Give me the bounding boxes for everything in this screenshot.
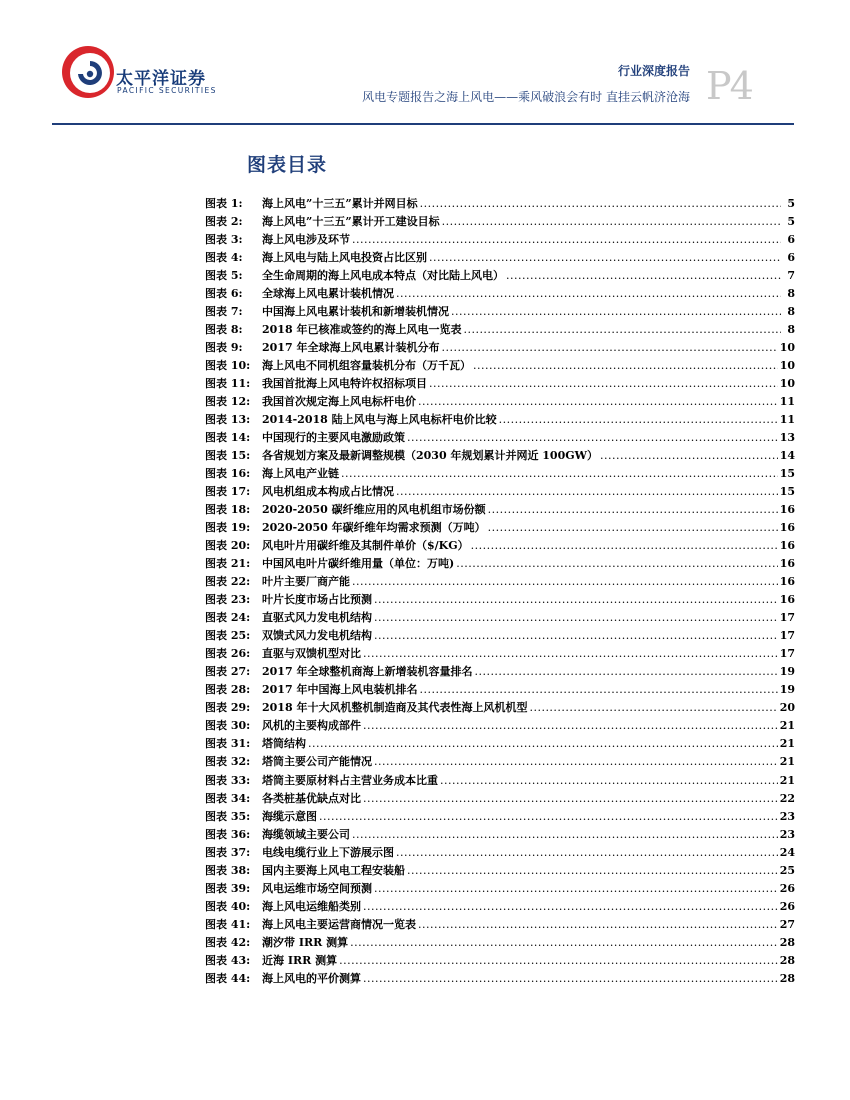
toc-entry[interactable] xyxy=(205,880,795,898)
toc-entry-page: 11 xyxy=(779,395,795,409)
toc-dot-leader xyxy=(429,251,781,264)
toc-entry-page: 5 xyxy=(787,215,795,229)
toc-entry[interactable] xyxy=(205,267,795,285)
toc-entry-page: 8 xyxy=(787,305,795,319)
toc-entry-page: 17 xyxy=(779,629,795,643)
toc-entry-label: 图表 44: xyxy=(205,971,251,985)
toc-entry-label: 图表 9: xyxy=(205,341,243,355)
toc-entry-title: 潮汐带 IRR 测算 xyxy=(262,935,349,949)
toc-dot-leader xyxy=(600,449,778,462)
toc-entry[interactable] xyxy=(205,537,795,555)
toc-entry-label: 图表 7: xyxy=(205,305,243,319)
toc-entry-label: 图表 27: xyxy=(205,665,251,679)
toc-dot-leader xyxy=(341,467,778,480)
toc-entry-label: 图表 17: xyxy=(205,485,251,499)
toc-dot-leader xyxy=(308,737,778,750)
toc-entry[interactable] xyxy=(205,411,795,429)
toc-entry-title: 2020-2050 碳纤维应用的风电机组市场份额 xyxy=(262,503,486,517)
toc-entry-label: 图表 14: xyxy=(205,431,251,445)
toc-dot-leader xyxy=(440,774,778,787)
toc-dot-leader xyxy=(473,359,778,372)
toc-dot-leader xyxy=(363,900,778,913)
toc-entry-title: 我国首批海上风电特许权招标项目 xyxy=(262,377,427,391)
toc-dot-leader xyxy=(488,503,778,516)
toc-entry-label: 图表 22: xyxy=(205,575,251,589)
toc-entry[interactable] xyxy=(205,916,795,934)
toc-dot-leader xyxy=(420,197,781,210)
toc-entry-page: 21 xyxy=(779,755,795,769)
toc-entry-label: 图表 15: xyxy=(205,449,251,463)
toc-entry-page: 20 xyxy=(779,701,795,715)
toc-entry[interactable] xyxy=(205,609,795,627)
toc-dot-leader xyxy=(407,431,778,444)
toc-dot-leader xyxy=(374,611,778,624)
toc-entry-page: 25 xyxy=(779,863,795,877)
toc-dot-leader xyxy=(407,864,778,877)
toc-dot-leader xyxy=(441,341,777,354)
toc-entry-page: 6 xyxy=(787,233,795,247)
toc-entry-page: 10 xyxy=(779,341,795,355)
toc-entry-page: 24 xyxy=(779,845,795,859)
toc-entry-title: 全生命周期的海上风电成本特点（对比陆上风电） xyxy=(262,269,504,283)
toc-entry-label: 图表 28: xyxy=(205,683,251,697)
toc-dot-leader xyxy=(374,755,778,768)
toc-entry-title: 海缆示意图 xyxy=(262,809,317,823)
toc-entry-label: 图表 12: xyxy=(205,395,251,409)
toc-dot-leader xyxy=(488,521,778,534)
toc-dot-leader xyxy=(363,972,778,985)
report-subtitle: 风电专题报告之海上风电——乘风破浪会有时 直挂云帆济沧海 xyxy=(362,90,690,104)
toc-entry-page: 28 xyxy=(779,971,795,985)
toc-title: 图表目录 xyxy=(247,154,328,176)
toc-entry[interactable] xyxy=(205,826,795,844)
toc-dot-leader xyxy=(374,629,778,642)
toc-entry[interactable] xyxy=(205,970,795,988)
toc-entry[interactable] xyxy=(205,772,795,790)
toc-entry[interactable] xyxy=(205,375,795,393)
figure-index-list xyxy=(205,195,795,988)
toc-entry-title: 各类桩基优缺点对比 xyxy=(262,791,361,805)
toc-entry-title: 双馈式风力发电机结构 xyxy=(262,629,372,643)
toc-entry-page: 17 xyxy=(779,611,795,625)
toc-entry[interactable] xyxy=(205,357,795,375)
header-divider xyxy=(52,123,794,125)
toc-entry-page: 21 xyxy=(779,773,795,787)
toc-entry-title: 2018 年已核准或签约的海上风电一览表 xyxy=(262,323,462,337)
toc-entry-label: 图表 4: xyxy=(205,251,243,265)
toc-dot-leader xyxy=(339,954,778,967)
toc-entry-page: 19 xyxy=(779,683,795,697)
toc-dot-leader xyxy=(456,557,777,570)
toc-entry-page: 11 xyxy=(779,413,795,427)
toc-entry-title: 海上风电运维船类别 xyxy=(262,899,361,913)
toc-entry-title: 海上风电的平价测算 xyxy=(262,971,361,985)
pacific-securities-logo-icon xyxy=(60,44,116,100)
toc-entry-title: 塔筒主要公司产能情况 xyxy=(262,755,372,769)
toc-entry-label: 图表 38: xyxy=(205,863,251,877)
brand-name-en: PACIFIC SECURITIES xyxy=(117,86,217,95)
toc-entry[interactable] xyxy=(205,844,795,862)
toc-entry-page: 27 xyxy=(779,917,795,931)
toc-entry-page: 17 xyxy=(779,647,795,661)
toc-entry-page: 6 xyxy=(787,251,795,265)
toc-entry-title: 风电叶片用碳纤维及其制件单价（$/KG） xyxy=(262,539,469,553)
toc-dot-leader xyxy=(352,233,781,246)
toc-entry[interactable] xyxy=(205,627,795,645)
toc-entry-label: 图表 6: xyxy=(205,287,243,301)
toc-entry-page: 16 xyxy=(779,557,795,571)
toc-entry-label: 图表 3: xyxy=(205,233,243,247)
toc-dot-leader xyxy=(350,936,778,949)
toc-entry-page: 16 xyxy=(779,503,795,517)
toc-entry-title: 2017 年中国海上风电装机排名 xyxy=(262,683,418,697)
toc-dot-leader xyxy=(451,305,781,318)
toc-entry-title: 叶片长度市场占比预测 xyxy=(262,593,372,607)
toc-entry[interactable] xyxy=(205,429,795,447)
toc-entry-label: 图表 11: xyxy=(205,377,251,391)
toc-entry-page: 28 xyxy=(779,953,795,967)
toc-entry-title: 海上风电不同机组容量装机分布（万千瓦） xyxy=(262,359,471,373)
toc-entry-label: 图表 29: xyxy=(205,701,251,715)
toc-entry-label: 图表 30: xyxy=(205,719,251,733)
toc-entry-label: 图表 34: xyxy=(205,791,251,805)
toc-entry[interactable] xyxy=(205,303,795,321)
toc-entry[interactable] xyxy=(205,862,795,880)
toc-entry[interactable] xyxy=(205,213,795,231)
toc-entry-label: 图表 40: xyxy=(205,899,251,913)
toc-entry-label: 图表 5: xyxy=(205,269,243,283)
toc-entry-page: 28 xyxy=(779,935,795,949)
toc-entry[interactable] xyxy=(205,321,795,339)
toc-entry[interactable] xyxy=(205,717,795,735)
toc-entry-title: 国内主要海上风电工程安装船 xyxy=(262,863,405,877)
toc-entry-title: 我国首次规定海上风电标杆电价 xyxy=(262,395,416,409)
toc-entry[interactable] xyxy=(205,501,795,519)
toc-dot-leader xyxy=(363,792,778,805)
toc-dot-leader xyxy=(471,539,778,552)
toc-dot-leader xyxy=(499,413,778,426)
toc-dot-leader xyxy=(319,810,778,823)
toc-entry-page: 21 xyxy=(779,737,795,751)
toc-entry[interactable] xyxy=(205,753,795,771)
toc-entry[interactable] xyxy=(205,735,795,753)
toc-dot-leader xyxy=(529,701,777,714)
toc-dot-leader xyxy=(352,575,778,588)
toc-entry-label: 图表 35: xyxy=(205,809,251,823)
toc-entry-label: 图表 36: xyxy=(205,827,251,841)
toc-entry-title: 直驱与双馈机型对比 xyxy=(262,647,361,661)
toc-entry-page: 14 xyxy=(779,449,795,463)
toc-entry-title: 2018 年十大风机整机制造商及其代表性海上风机机型 xyxy=(262,701,528,715)
toc-dot-leader xyxy=(396,485,778,498)
toc-entry-title: 海上风电”十三五”累计并网目标 xyxy=(262,197,418,210)
toc-entry-title: 海上风电产业链 xyxy=(262,467,339,481)
toc-entry[interactable] xyxy=(205,934,795,952)
toc-dot-leader xyxy=(363,719,778,732)
toc-entry-title: 海上风电与陆上风电投资占比区别 xyxy=(262,251,427,265)
toc-entry[interactable] xyxy=(205,663,795,681)
toc-dot-leader xyxy=(418,395,778,408)
toc-entry-label: 图表 39: xyxy=(205,881,251,895)
toc-entry[interactable] xyxy=(205,699,795,717)
toc-entry-label: 图表 24: xyxy=(205,611,251,625)
toc-entry-label: 图表 25: xyxy=(205,629,251,643)
toc-entry[interactable] xyxy=(205,591,795,609)
toc-entry-title: 中国风电叶片碳纤维用量（单位：万吨) xyxy=(262,557,455,571)
toc-entry[interactable] xyxy=(205,393,795,411)
toc-entry[interactable] xyxy=(205,952,795,970)
toc-entry[interactable] xyxy=(205,573,795,591)
toc-entry-page: 22 xyxy=(779,791,795,805)
toc-entry-page: 26 xyxy=(779,899,795,913)
toc-dot-leader xyxy=(396,846,778,859)
toc-entry[interactable] xyxy=(205,447,795,465)
toc-entry-page: 19 xyxy=(779,665,795,679)
toc-entry[interactable] xyxy=(205,465,795,483)
toc-entry-label: 图表 1: xyxy=(205,197,243,210)
toc-entry-label: 图表 41: xyxy=(205,917,251,931)
toc-entry-title: 叶片主要厂商产能 xyxy=(262,575,350,589)
toc-entry-page: 15 xyxy=(779,485,795,499)
toc-entry-label: 图表 43: xyxy=(205,953,251,967)
toc-entry[interactable] xyxy=(205,195,795,213)
toc-entry-page: 7 xyxy=(787,269,795,283)
toc-entry-title: 2017 年全球整机商海上新增装机容量排名 xyxy=(262,665,473,679)
toc-entry-label: 图表 42: xyxy=(205,935,251,949)
toc-entry-title: 2014-2018 陆上风电与海上风电标杆电价比较 xyxy=(262,413,497,427)
brand-name-cn: 太平洋证券 xyxy=(116,69,206,89)
toc-dot-leader xyxy=(396,287,781,300)
toc-dot-leader xyxy=(419,683,777,696)
toc-entry-page: 26 xyxy=(779,881,795,895)
toc-entry-page: 10 xyxy=(779,377,795,391)
toc-entry-label: 图表 18: xyxy=(205,503,251,517)
toc-entry[interactable] xyxy=(205,339,795,357)
toc-entry[interactable] xyxy=(205,555,795,573)
toc-entry-title: 直驱式风力发电机结构 xyxy=(262,611,372,625)
toc-entry[interactable] xyxy=(205,231,795,249)
toc-entry-title: 2017 年全球海上风电累计装机分布 xyxy=(262,341,440,355)
toc-entry-page: 16 xyxy=(779,575,795,589)
toc-dot-leader xyxy=(352,828,778,841)
toc-entry-page: 10 xyxy=(779,359,795,373)
toc-entry-title: 中国现行的主要风电激励政策 xyxy=(262,431,405,445)
toc-entry-page: 23 xyxy=(779,809,795,823)
toc-entry[interactable] xyxy=(205,519,795,537)
toc-entry[interactable] xyxy=(205,483,795,501)
toc-dot-leader xyxy=(474,665,777,678)
toc-dot-leader xyxy=(363,647,778,660)
toc-entry-label: 图表 16: xyxy=(205,467,251,481)
toc-dot-leader xyxy=(374,593,778,606)
toc-entry-label: 图表 37: xyxy=(205,845,251,859)
toc-dot-leader xyxy=(429,377,778,390)
toc-dot-leader xyxy=(463,323,781,336)
toc-entry-page: 13 xyxy=(779,431,795,445)
toc-entry-label: 图表 26: xyxy=(205,647,251,661)
toc-entry-title: 风电运维市场空间预测 xyxy=(262,881,372,895)
toc-dot-leader xyxy=(418,918,778,931)
toc-entry-label: 图表 32: xyxy=(205,755,251,769)
toc-entry-label: 图表 8: xyxy=(205,323,243,337)
toc-entry[interactable] xyxy=(205,808,795,826)
toc-entry-label: 图表 20: xyxy=(205,539,251,553)
toc-entry-title: 海上风电涉及环节 xyxy=(262,233,350,247)
toc-entry-page: 23 xyxy=(779,827,795,841)
toc-entry-page: 16 xyxy=(779,539,795,553)
toc-entry-title: 风电机组成本构成占比情况 xyxy=(262,485,394,499)
toc-entry-label: 图表 13: xyxy=(205,413,251,427)
toc-entry-label: 图表 10: xyxy=(205,359,251,373)
toc-entry-label: 图表 23: xyxy=(205,593,251,607)
toc-entry-title: 塔筒结构 xyxy=(262,737,306,751)
toc-dot-leader xyxy=(442,215,781,228)
toc-entry[interactable] xyxy=(205,681,795,699)
toc-entry[interactable] xyxy=(205,645,795,663)
toc-entry-page: 8 xyxy=(787,287,795,301)
toc-entry-page: 16 xyxy=(779,521,795,535)
toc-entry-label: 图表 33: xyxy=(205,773,251,787)
toc-entry-page: 5 xyxy=(787,197,795,210)
toc-entry-title: 中国海上风电累计装机和新增装机情况 xyxy=(262,305,449,319)
toc-entry-page: 8 xyxy=(787,323,795,337)
page-header xyxy=(0,0,850,130)
toc-dot-leader xyxy=(506,269,781,282)
toc-entry-page: 21 xyxy=(779,719,795,733)
toc-entry-title: 近海 IRR 测算 xyxy=(262,953,338,967)
toc-entry-title: 2020-2050 年碳纤维年均需求预测（万吨） xyxy=(262,521,486,535)
toc-entry-label: 图表 2: xyxy=(205,215,243,229)
toc-dot-leader xyxy=(374,882,778,895)
toc-entry-title: 各省规划方案及最新调整规模（2030 年规划累计并网近 100GW） xyxy=(262,449,598,463)
toc-entry-label: 图表 19: xyxy=(205,521,251,535)
toc-entry-label: 图表 21: xyxy=(205,557,251,571)
toc-entry-page: 16 xyxy=(779,593,795,607)
toc-entry-title: 风机的主要构成部件 xyxy=(262,719,361,733)
page-number: P4 xyxy=(706,64,752,108)
toc-entry-label: 图表 31: xyxy=(205,737,251,751)
toc-entry[interactable] xyxy=(205,285,795,303)
toc-entry[interactable] xyxy=(205,790,795,808)
toc-entry[interactable] xyxy=(205,249,795,267)
toc-entry-title: 全球海上风电累计装机情况 xyxy=(262,287,394,301)
toc-entry-title: 海缆领域主要公司 xyxy=(262,827,350,841)
toc-entry[interactable] xyxy=(205,898,795,916)
report-type: 行业深度报告 xyxy=(617,64,690,78)
toc-entry-page: 15 xyxy=(779,467,795,481)
toc-entry-title: 海上风电主要运营商情况一览表 xyxy=(262,917,416,931)
toc-entry-title: 海上风电”十三五”累计开工建设目标 xyxy=(262,215,440,229)
toc-entry-title: 塔筒主要原材料占主营业务成本比重 xyxy=(262,773,438,787)
toc-entry-title: 电线电缆行业上下游展示图 xyxy=(262,845,394,859)
